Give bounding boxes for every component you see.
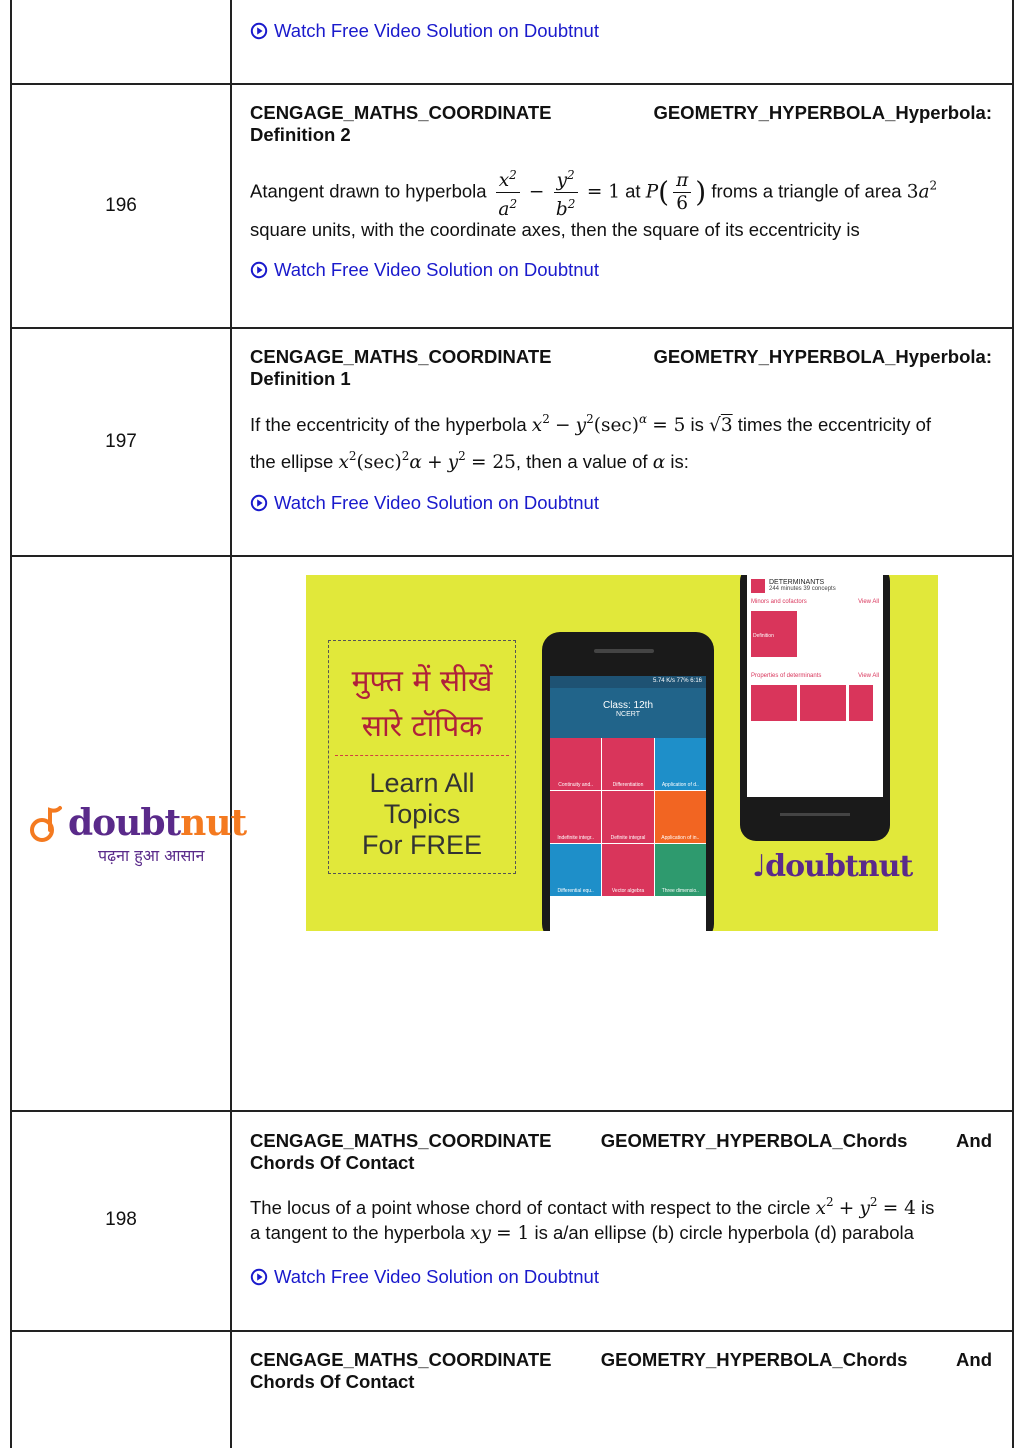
- doubtnut-logo: doubtnut पढ़ना हुआ आसान: [26, 800, 216, 853]
- table-right-border: [1012, 0, 1014, 1448]
- watch-video-link[interactable]: [250, 1266, 992, 1288]
- question-header-line2: Chords Of Contact: [250, 1371, 415, 1392]
- watch-video-label: Watch Free Video Solution on Doubtnut: [274, 492, 599, 513]
- promo-banner[interactable]: [306, 575, 938, 931]
- question-header-line2: Definition 2: [250, 124, 351, 145]
- question-cell-198: [250, 1130, 992, 1288]
- question-header: CENGAGE_MATHS_COORDINATE GEOMETRY_HYPERBOLA_Hyperbola:: [250, 346, 992, 367]
- play-circle-icon: [250, 261, 268, 279]
- question-number: 197: [105, 431, 137, 452]
- question-text-line2: square units, with the coordinate axes, then the square of its eccentricity is: [250, 219, 860, 241]
- question-text-line2: a tangent to the hyperbola xy = 1 is a/an ellipse (b) circle hyperbola (d) parabola: [250, 1222, 914, 1244]
- question-cell-196: [250, 102, 992, 281]
- watch-video-link[interactable]: [250, 492, 992, 514]
- question-cell-197: [250, 346, 992, 514]
- question-text: The locus of a point whose chord of contact with respect to the circle $x^2 + y^2 = 4$ is: [250, 1195, 935, 1219]
- watch-video-label: Watch Free Video Solution on Doubtnut: [274, 259, 599, 281]
- topic-tile: Differentiation: [602, 738, 653, 790]
- question-header: CENGAGE_MATHS_COORDINATE GEOMETRY_HYPERBOLA_Chords And: [250, 1349, 993, 1370]
- watch-video-link[interactable]: [250, 259, 992, 281]
- phone-mockup: [542, 632, 714, 931]
- logo-tagline: पढ़ना हुआ आसान: [98, 846, 205, 865]
- row-divider: [10, 555, 1014, 557]
- question-header-line2: Definition 1: [250, 368, 351, 389]
- topic-tile: Application of in..: [655, 791, 706, 843]
- question-header-line2: Chords Of Contact: [250, 1152, 415, 1173]
- phone-header: Class: 12th NCERT: [550, 688, 706, 738]
- question-number: 196: [105, 195, 137, 216]
- question-header: CENGAGE_MATHS_COORDINATE GEOMETRY_HYPERBOLA_Hyperbola:: [250, 102, 992, 123]
- topic-tile: Three dimensio..: [655, 844, 706, 896]
- topic-tile: Vector algebra: [602, 844, 653, 896]
- question-text: If the eccentricity of the hyperbola $x^2 - y^2(\sec)^\alpha = 5$ is √3 times the eccentricity of: [250, 412, 932, 436]
- question-number: 198: [105, 1209, 137, 1230]
- table-column-divider: [230, 0, 232, 1448]
- watch-video-label: Watch Free Video Solution on Doubtnut: [274, 1266, 599, 1287]
- topic-tile: Continuity and..: [550, 738, 601, 790]
- question-cell-199: [250, 1349, 992, 1393]
- topic-tile: Indefinite integr..: [550, 791, 601, 843]
- row-195-tail: [250, 20, 992, 42]
- topic-tile: Application of d..: [655, 738, 706, 790]
- row-divider: [10, 1330, 1014, 1332]
- phone-status-bar: 5.74 K/s 77% 6:16: [550, 676, 706, 688]
- row-divider: [10, 83, 1014, 85]
- topic-tile: Differential equ..: [550, 844, 601, 896]
- watch-video-link[interactable]: [250, 20, 992, 42]
- play-circle-icon: [250, 22, 268, 40]
- banner-doubtnut-logo: ♩doubtnut: [752, 849, 913, 884]
- question-text: Atangent drawn to hyperbola $\frac{x^2}{a^2}$ − $\frac{y^2}{b^2}$ = 1 at P( $\frac{\pi}{6}$ ) froms a triangle of area $3a^2$: [250, 164, 992, 221]
- watch-video-label: Watch Free Video Solution on Doubtnut: [274, 20, 599, 41]
- phone-screen: [550, 676, 706, 931]
- topic-tile-grid: [550, 738, 706, 896]
- row-divider: [10, 327, 1014, 329]
- topic-tile: Definite integral: [602, 791, 653, 843]
- question-text-line2: the ellipse $x^2(\sec)^2\alpha + y^2 = 25$, then a value of α is:: [250, 449, 689, 473]
- promo-text-box: मुफ्त में सीखें सारे टॉपिक Learn All Topics For FREE: [328, 640, 516, 874]
- row-divider: [10, 1110, 1014, 1112]
- play-circle-icon: [250, 494, 268, 512]
- play-circle-icon: [250, 1268, 268, 1286]
- question-header: CENGAGE_MATHS_COORDINATE GEOMETRY_HYPERBOLA_Chords And: [250, 1130, 993, 1151]
- phone2-screen: DETERMINANTS 244 minutes 39 concepts Minors and cofactors View All Definition Properties of determinants View All: [747, 575, 883, 797]
- phone-mockup-2: [740, 575, 890, 841]
